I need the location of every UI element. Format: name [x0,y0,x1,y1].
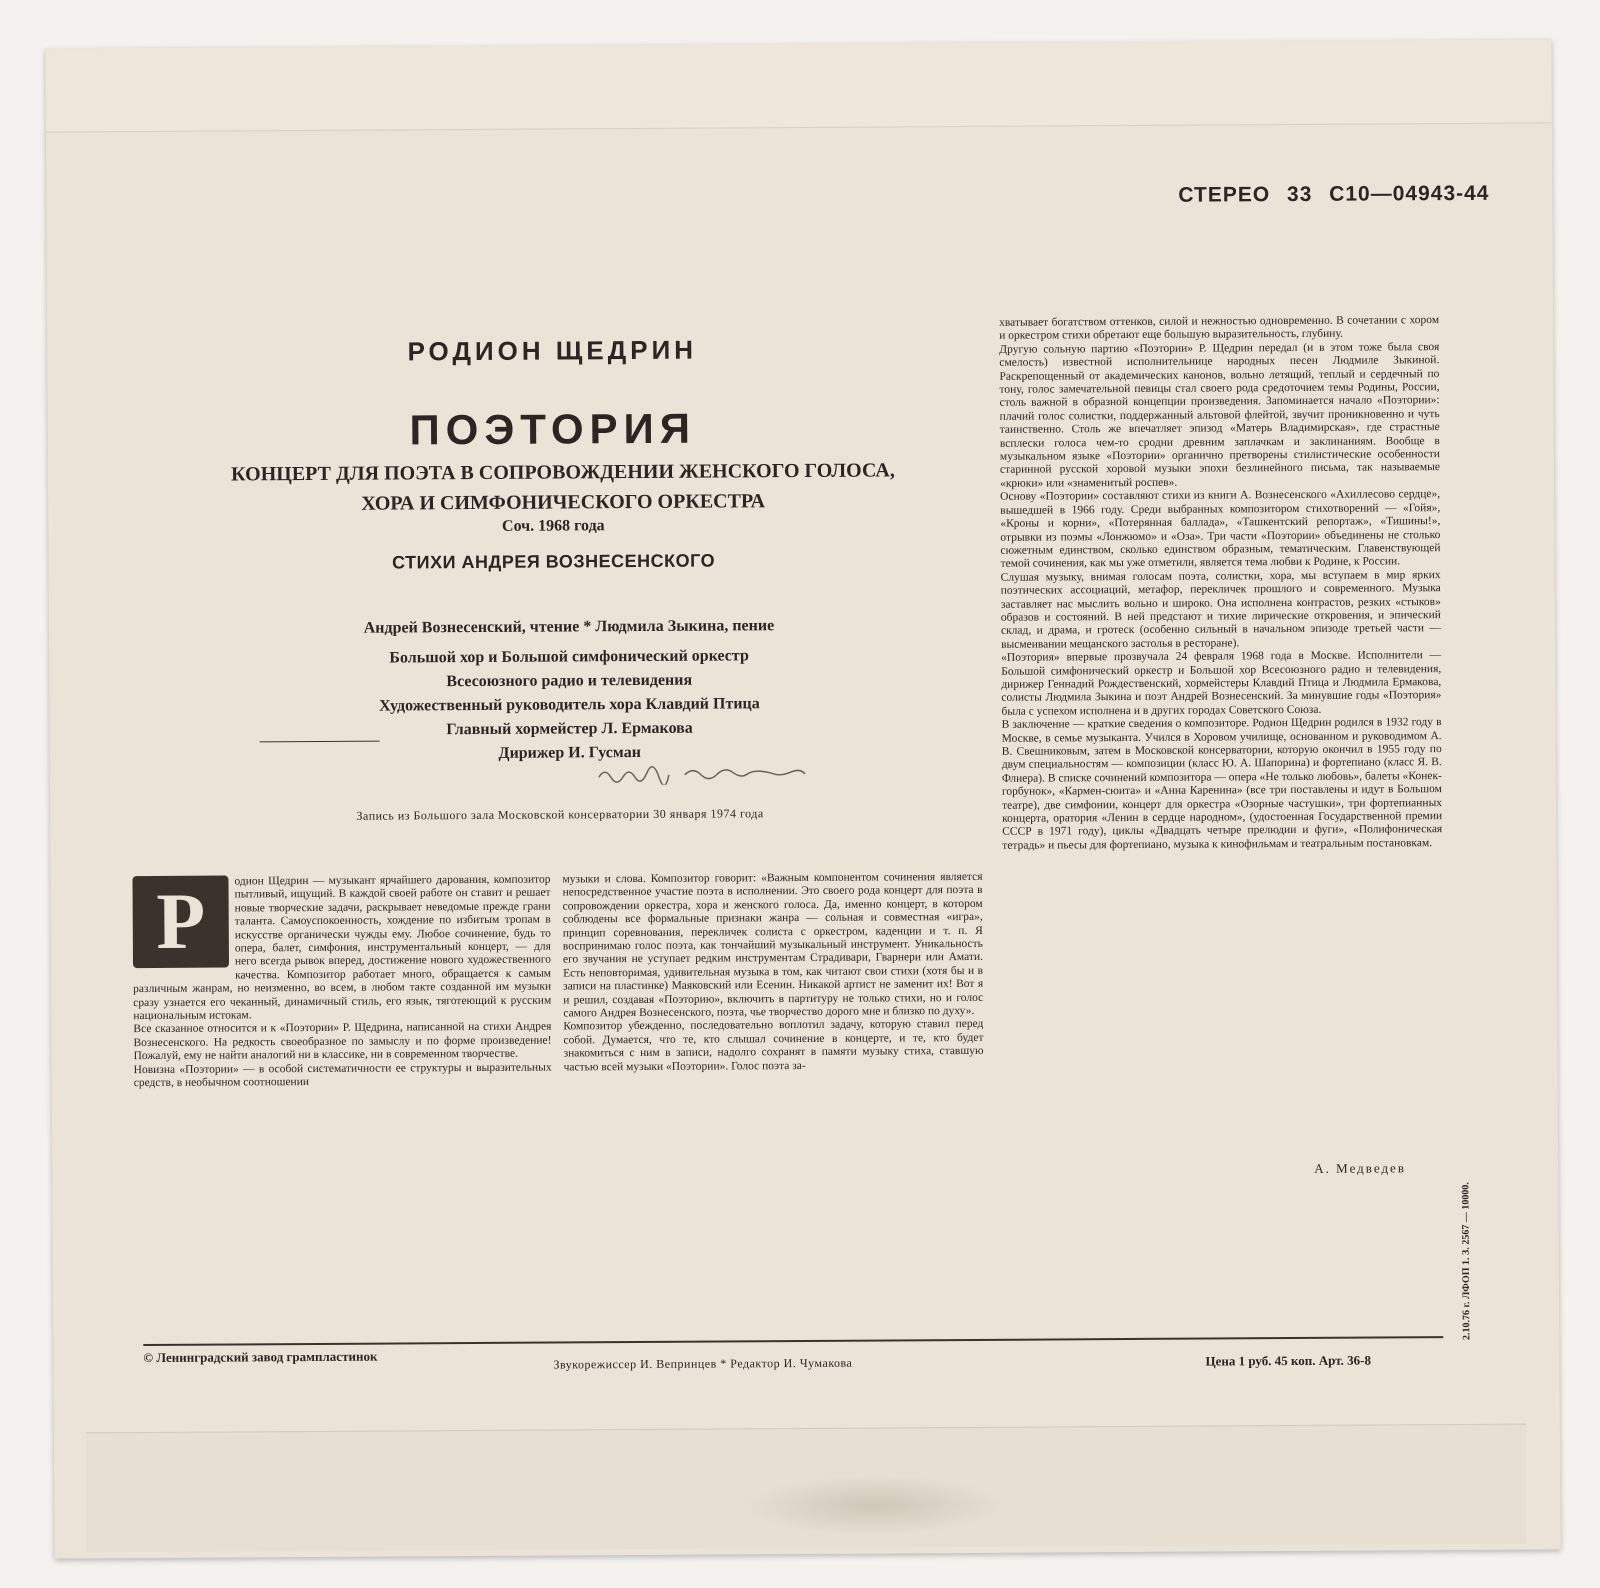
paragraph: Слушая музыку, внимая голосам поэта, солистки, хора, мы вступаем в мир ярких поэтических ассоциаций, метафор, перекличек прошлого и современного. Музыка заставляет нас мыслить вольно и широко. Она исполнена контрастов, резких «стыков» образов и состояний. В ней предстают и тихие лирические откровения, и эпический склад, и драма, и гротеск (особенно сильный в начальном эпизоде третьей части — высмеивании мещанского застолья в ресторане). [1000,568,1442,651]
performers-ensemble: Большой хор и Большой симфонический оркестр [389,647,749,667]
print-code: 2.10.76 г. ЛФОП 1. З. 2567 — 10000. [1460,1182,1473,1340]
opus-year: Соч. 1968 года [501,517,605,535]
handwritten-scribble [595,760,855,786]
text-column-1 [132,874,551,1091]
performers-soloists: Андрей Вознесенский, чтение * Людмила Зыкина, пение [363,617,775,637]
paragraph: Основу «Поэтории» составляют стихи из книги А. Вознесенского «Ахиллесово сердце», вышедшей в 1966 году. Среди выбранных композитором стихотворений — «Гойя», «Кроны и корни», «Потерянная баллада», «Ташкентский репортаж», «Тишины!», отрывки из поэмы «Лонжюмо» и «Оза». Три части «Поэтории» объединены не столько сюжетным единством, сколько единством образным, тематическим. Главенствующей темой сочинения, как мы уже отметили, является тема любви к Родине, к России. [1000,488,1441,571]
paragraph: «Поэтория» впервые прозвучала 24 февраля 1968 года в Москве. Исполнители — Большой симфонический оркестр и Большой хор Всесоюзного радио и телевидения, дирижер Геннадий Рождественский, хормейстеры Клавдий Птица и Людмила Ермакова, солисты Людмила Зыкина и поэт Андрей Вознесенский. За минувшие годы «Поэтория» была с успехом исполнена и в других городах Советского Союза. [1001,649,1442,718]
text-column-3 [999,314,1442,853]
performers-ensemble-org: Всесоюзного радио и телевидения [446,671,693,691]
recording-note: Запись из Большого зала Московской консерватории 30 января 1974 года [356,806,764,823]
composer-name: РОДИОН ЩЕДРИН [407,334,698,367]
copyright-notice: © Ленинградский завод грампластинок [143,1348,378,1366]
subtitle-line-2: ХОРА И СИМФОНИЧЕСКОГО ОРКЕСТРА [361,490,766,515]
subtitle-line-1: КОНЦЕРТ ДЛЯ ПОЭТА В СОПРОВОЖДЕНИИ ЖЕНСКОГО ГОЛОСА, [231,459,895,486]
footer-divider [143,1336,1443,1346]
work-subtitle [178,455,948,520]
paragraph: Все сказанное относится и к «Поэтории» Р. Щедрина, написанной на стихи Андрея Вознесенского. На редкость своеобразное по замыслу и по форме произведение! Пожалуй, ему не найти аналогий ни в классике, ни в современном творчестве. [133,1021,552,1063]
paragraph: одион Щедрин — музыкант ярчайшего дарования, композитор пытливый, ищущий. В каждой своей работе он ставит и решает новые творческие задачи, раскрывает неведомые прежде грани таланта. Самоуспокоенность, хождение по избитым тропам в искусстве органически чужды ему. Любое сочинение, будь то опера, балет, симфония, инструментальный концерт, — для него всегда рывок вперед, достижение нового художественного качества. Композитор работает много, обращается к самым различным жанрам, но неизменно, во всем, в любом такте созданной им музыки сразу узнается его чеканный, динамичный стиль, его язык, тяготеющий к русским национальным истокам. [133,873,552,1023]
production-credits: Звукорежиссер И. Вепринцев * Редактор И. Чумакова [553,1355,853,1372]
performers-choir-director: Художественный руководитель хора Клавдий Птица [379,695,760,715]
paragraph: Композитор убежденно, последовательно воплотил задачу, которую ставил перед собой. Думается, что те, кто слышал сочинение в концерте, и те, кто будет знакомиться с ним в записи, надолго сохранят в памяти музыку стиха, ставшую частью всей музыки «Поэтории». Голос поэта за- [563,1018,984,1074]
paragraph: Новизна «Поэтории» — в особой систематичности ее структуры и выразительных средств, в необычном соотношении [133,1061,552,1090]
paragraph: музыки и слова. Композитор говорит: «Важным компонентом сочинения является непосредственное участие поэта в исполнении. Это своего рода концерт для поэта в сопровождении оркестра, хора и женского голоса. Да, именно концерт, в котором соблюдены все формальные признаки жанра — сольная и совместная «игра», принцип соревнования, перекличек солиста с оркестром, каденции и т. п. Я воспринимаю голос поэта, как тончайший музыкальный инструмент. Уникальность его звучания не уступает редким инструментам Страдивари, Гварнери или Амати. Есть неповторимая, удивительная музыка в том, как читают свои стихи (хотя бы и в записи на пластинке) Маяковский или Есенин. Никакой артист не заменит их! Вот я и решил, создавая «Поэторию», включить в партитуру не только стихи, но и голос самого Андрея Вознесенского, поэта, чье творчество дорого мне и близко по духу». [562,870,984,1020]
paragraph: Другую сольную партию «Поэтории» Р. Щедрин передал (и в этом тоже была своя смелость) известной исполнительнице народных песен Людмиле Зыкиной. Раскрепощенный от академических канонов, вольно летящий, теплый и сердечный по тону, голос замечательной певицы стал своего рода средоточием темы Родины, России, столь важной в образной концепции произведения. Запоминается начало «Поэтории»: плачий голос солистки, поддержанный альтовой флейтой, звучит проникновенно и чуть таинственно. Столь же впечатляет эпизод «Матерь Владимирская», где страстные всплески голоса чем-то сродни древним заплачкам и заклинаниям. Вообще в музыкальном языке «Поэтории» органично претворены стилистические особенности старинной русской хоровой музыки эпохи безлинейного письма, так называемые «крюки» или «знаменитый роспев». [999,340,1441,490]
record-sleeve-back [45,39,1560,1558]
paragraph: хватывает богатством оттенков, силой и нежностью одновременно. В сочетании с хором и оркестром стихи обретают еще большую выразительность, глубину. [999,314,1440,343]
article-author: А. Медведев [1314,1160,1406,1176]
performers-conductor: Дирижер И. Гусман [498,743,641,762]
performers-chorus-master: Главный хормейстер Л. Ермакова [446,719,693,739]
text-column-2 [562,871,983,1075]
catalog-number: СТЕРЕО 33 С10—04943-44 [1178,181,1490,207]
drop-cap: Р [132,876,229,969]
sleeve-top-flap [45,39,1551,132]
price-label: Цена 1 руб. 45 коп. Арт. 36-8 [1205,1352,1371,1369]
wear-mark [744,1475,1004,1537]
work-title: ПОЭТОРИЯ [409,404,697,454]
performers-block [249,613,890,767]
paragraph: В заключение — краткие сведения о композиторе. Родион Щедрин родился в 1932 году в Москве, в семье музыканта. Учился в Хоровом училище, основанном и руководимом А. В. Свешниковым, затем в Московской консерватории, которую окончил в 1955 году по двум специальностям — композиции (класс Ю. А. Шапорина) и фортепиано (класс Я. В. Флиера). В списке сочинений композитора — опера «Не только любовь», балеты «Конек-горбунок», «Кармен-сюита» и «Анна Каренина» (все три поставлены и идут в Большом театре), две симфонии, концерт для оркестра «Озорные частушки», три фортепианных концерта, оратория «Ленин в сердце народном», (удостоенная Государственной премии СССР в 1971 году), циклы «Двадцать четыре прелюдии и фуги», «Полифоническая тетрадь» и пьесы для фортепиано, музыка к кинофильмам и театральным постановкам. [1001,716,1443,852]
poems-credit: СТИХИ АНДРЕЯ ВОЗНЕСЕНСКОГО [391,550,716,573]
